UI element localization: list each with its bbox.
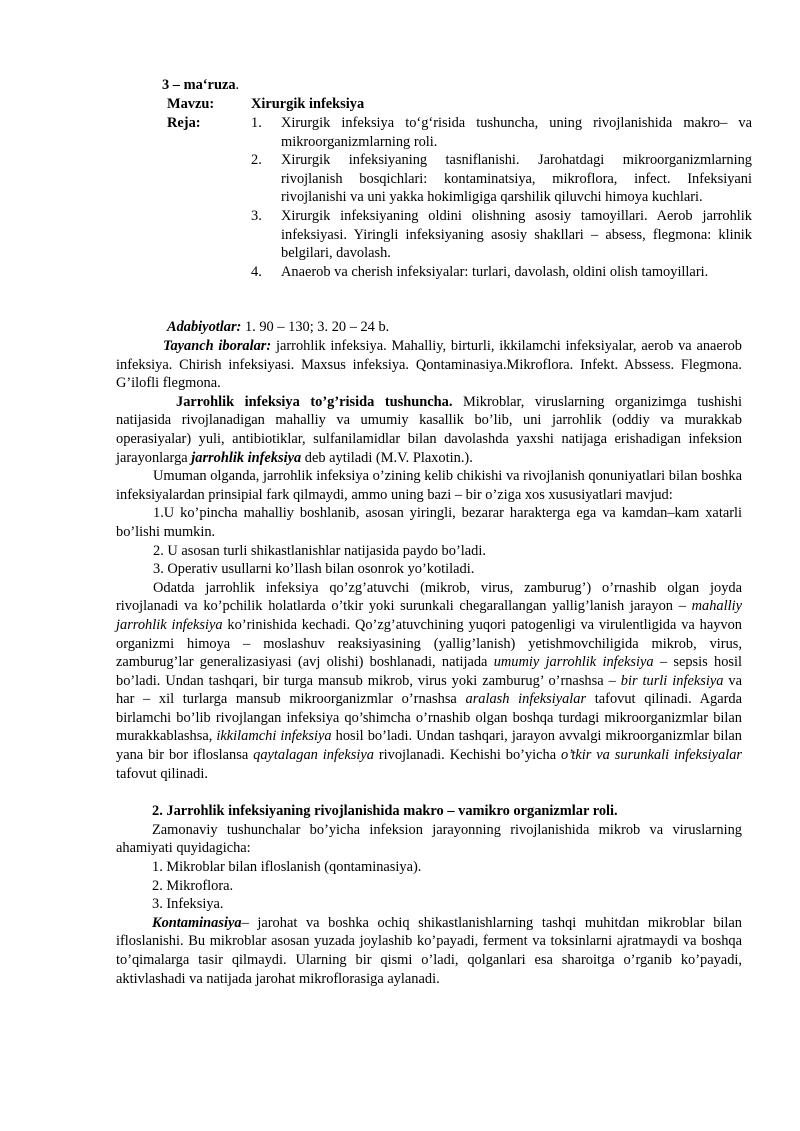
stage-item: 1. Mikroblar bilan ifloslanish (qontaminasiya).	[152, 859, 422, 876]
references-text: 1. 90 – 130; 3. 20 – 24 b.	[241, 319, 390, 335]
classification-paragraph	[116, 579, 742, 784]
features-intro-paragraph: Umuman olganda, jarrohlik infeksiya o’zining kelib chikishi va rivojlanish qonuniyatlari bilan boshka infeksiyalardan prinsipial fark qilmaydi, ammo uning bazi – bir o’ziga xos xususiyatlari mavjud:	[116, 468, 742, 503]
plan-item	[251, 263, 752, 282]
lecture-number: 3 – ma‘ruza	[162, 77, 236, 93]
term-recurrent-infection: qaytalagan infeksiya	[253, 747, 374, 764]
paragraph-spacer	[116, 783, 742, 802]
contamination-paragraph	[116, 914, 742, 988]
term-secondary-infection: ikkilamchi infeksiya	[216, 728, 332, 745]
paragraph-text: Odatda jarrohlik infeksiya qo’zg’atuvchi (mikrob, virus, zamburug’) o’rnashib olgan joyda rivojlanadi va ko’pchilik holatlarda o’tkir yoki surunkali chegarallangan yallig’lanish jarayon –	[116, 579, 742, 615]
plan-item-text: Xirurgik infeksiyaning oldini olishning asosiy tamoyillari. Aerob jarrohlik infeksiyasi. Yiringli infeksiyaning asosiy shakllari – absess, flegmona: klinik belgilari, davolash.	[281, 207, 752, 262]
plan-item	[251, 151, 752, 207]
plan-item	[251, 207, 752, 263]
plan-item-text: Xirurgik infeksiya to‘g‘risida tushuncha, uning rivojlanishida makro– va mikroorganizmlarning roli.	[281, 115, 752, 150]
stage-item: 3. Infeksiya.	[152, 896, 224, 913]
term-single-infection: bir turli infeksiya	[620, 672, 724, 689]
body-text	[116, 337, 742, 988]
section2-heading: 2. Jarrohlik infeksiyaning rivojlanishida makro – vamikro organizmlar roli.	[152, 803, 618, 820]
stage-item: 2. Mikroflora.	[152, 877, 234, 894]
feature-item: 3. Operativ usullarni ko’llash bilan osonrok yo’kotiladi.	[153, 561, 475, 578]
paragraph-text: va har – xil turlarga mansub mikroorganizmlar o’rnashsa	[116, 672, 742, 708]
section1-heading: Jarrohlik infeksiya to’g’risida tushuncha.	[176, 393, 453, 410]
plan-list	[251, 114, 752, 281]
section2-intro: Zamonaviy tushunchalar bo’yicha infeksion jarayonning rivojlanishida mikrob va viruslarning ahamiyati quyidagicha:	[116, 821, 742, 857]
references-label: Adabiyotlar:	[167, 319, 242, 335]
plan-item-text: Anaerob va cherish infeksiyalar: turlari, davolash, oldini olish tamoyillari.	[281, 263, 709, 280]
paragraph-text: tafovut qilinadi.	[116, 765, 208, 782]
references	[167, 318, 747, 337]
contamination-term: Kontaminasiya	[152, 914, 242, 931]
keywords-text: jarrohlik infeksiya. Mahalliy, birturli, ikkilamchi infeksiyalar, aerob va anaerob infeksiya. Chirish infeksiyasi. Maxsus infeksiya. Qontaminasiya.Mikroflora. Infekt. Abssess. Flegmona. G’ilofli flegmona.	[116, 338, 742, 392]
feature-item: 1.U ko’pincha mahalliy boshlanib, asosan yiringli, bezarar harakterga ega va kamdan–kam xatarli bo’lishi mumkin.	[116, 505, 742, 540]
paragraph-text: tafovut qilinadi. Agarda birlamchi bo’lib rivojlangan infeksiya qo’shimcha o’rnashib olgan boshqa turdagi mikroorganizmlar bilan murakkablashsa,	[116, 691, 742, 745]
plan-label: Reja:	[167, 115, 201, 131]
topic-label: Mavzu:	[167, 96, 215, 112]
definition-source: deb aytiladi (M.V. Plaxotin.).	[301, 449, 473, 466]
plan-item-number: 1.	[251, 115, 262, 131]
term-general-infection: umumiy jarrohlik infeksiya	[493, 654, 654, 671]
plan-item-number: 2.	[251, 152, 262, 169]
term-local-infection: mahalliy jarrohlik infeksiya	[116, 598, 742, 633]
definition-paragraph	[116, 393, 742, 467]
plan-item-number: 4.	[251, 263, 262, 280]
plan-item-number: 3.	[251, 207, 262, 224]
feature-item: 2. U asosan turli shikastlanishlar natijasida paydo bo’ladi.	[153, 542, 486, 559]
topic-value: Xirurgik infeksiya	[251, 96, 365, 112]
keywords-paragraph	[116, 337, 742, 393]
paragraph-text: hosil bo’ladi. Undan tashqari, jarayon avvalgi mikroorganizmlar bilan yana bir bor ifloslansa	[116, 728, 742, 764]
paragraph-text: ko’rinishida kechadi. Qo’zg’atuvchining yuqori patogenligi va virulentligida va hayvon organizmi himoya – moslashuv reaksiyasining (yallig’lanish) yetishmovchiligida mikrob, virus, zamburug’lar generalizasiyasi (avj olishi) boshlanadi, natijada	[116, 616, 742, 671]
term-acute-chronic-infection: o’tkir va surunkali infeksiyalar	[561, 747, 742, 764]
lecture-title	[162, 76, 762, 95]
term-mixed-infection: aralash infeksiyalar	[465, 691, 587, 708]
contamination-text: – jarohat va boshka ochiq shikastlanishlarning tashqi muhitdan mikroblar bilan ifloslanishi. Bu mikroblar asosan yuzada joylashib ko’payadi, ferment va toksinlarni ajratmaydi va boshqa to’qimalarga tasir qilmaydi. Ularning bir qismi o’ladi, qolganlari esa sharoitga o’rganib ko’payadi, aktivlashadi va natijada jarohat mikroflorasiga aylanadi.	[116, 914, 742, 987]
lecture-title-suffix: .	[235, 77, 240, 93]
paragraph-text: rivojlanadi. Kechishi bo’yicha	[373, 747, 562, 764]
keywords-label: Tayanch iboralar:	[163, 338, 272, 354]
plan-item-text: Xirurgik infeksiyaning tasniflanishi. Jarohatdagi mikroorganizmlarning rivojlanish bosqichlari: kontaminatsiya, mikroflora, infect. Infeksiyani rivojlanishi va uni yakka hokimligiga qarshilik qiluvchi himoya kuchlari.	[281, 152, 752, 206]
definition-term: jarrohlik infeksiya	[191, 449, 302, 466]
paragraph-text: – sepsis hosil bo’ladi. Undan tashqari, bir turga mansub mikrob, virus yoki zamburug’ o’rnashsa –	[116, 654, 742, 689]
definition-text: Mikroblar, viruslarning organizimga tushishi natijasida rivojlanadigan mahalliy va umumiy kasallik bo’lib, uni jarrohlik (oddiy va murakkab operasiyalar) yuli, antibiotiklar, sulfanilamidlar bilan davolashda yaxshi natijaga erishadigan infeksion jarayonlarga	[116, 393, 742, 466]
plan-item	[251, 114, 752, 151]
